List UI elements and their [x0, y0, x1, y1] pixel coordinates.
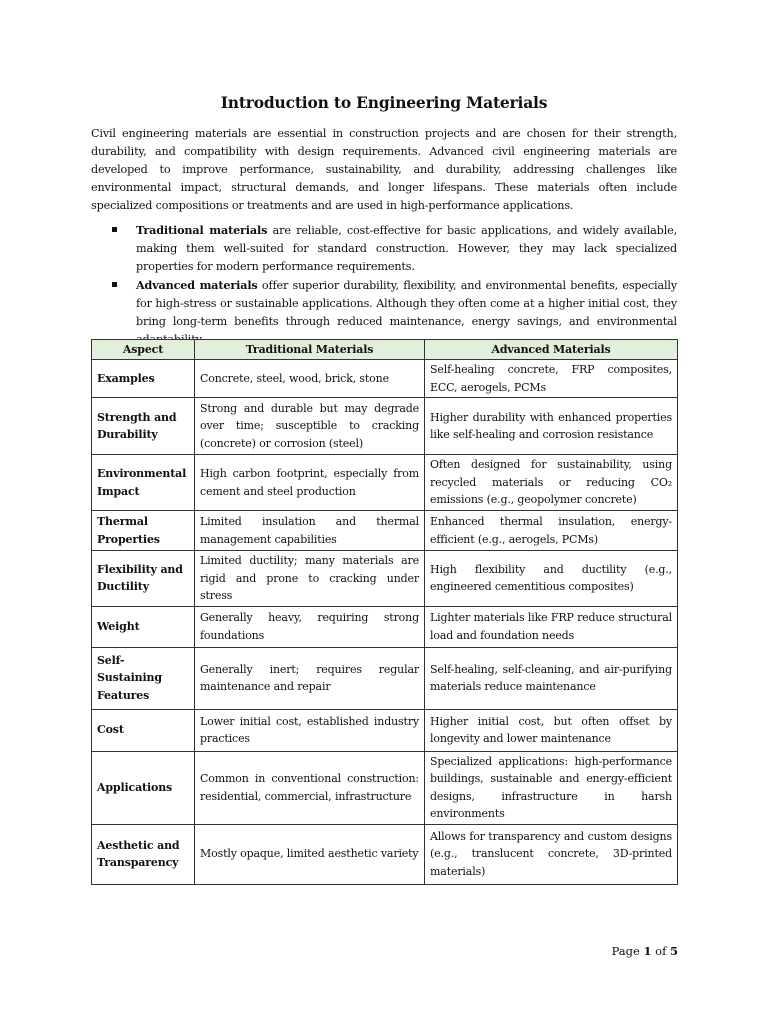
aspect-cell: Cost — [92, 709, 195, 751]
bullet-list — [91, 221, 677, 349]
table-row — [92, 824, 678, 884]
traditional-cell: Concrete, steel, wood, brick, stone — [195, 360, 425, 398]
traditional-cell: Generally heavy, requiring strong foundations — [195, 606, 425, 647]
advanced-cell: Self-healing, self-cleaning, and air-purifying materials reduce maintenance — [425, 647, 678, 709]
table-row — [92, 455, 678, 511]
traditional-cell: Common in conventional construction: residential, commercial, infrastructure — [195, 751, 425, 824]
page-number — [612, 944, 678, 958]
table-row — [92, 551, 678, 607]
traditional-cell: Limited ductility; many materials are rigid and prone to cracking under stress — [195, 551, 425, 607]
comparison-table — [91, 339, 678, 885]
aspect-cell: Self-Sustaining Features — [92, 647, 195, 709]
table-row — [92, 709, 678, 751]
advanced-cell: Specialized applications: high-performance buildings, sustainable and energy-efficient designs, infrastructure in harsh environments — [425, 751, 678, 824]
square-bullet-icon — [112, 282, 117, 287]
current-page: 1 — [643, 944, 652, 958]
aspect-cell: Applications — [92, 751, 195, 824]
bullet-text: are reliable, cost-effective for basic applications, and widely available, making them well-suited for standard construction. However, they may lack specialized properties for modern performance requirements. — [136, 224, 677, 273]
advanced-cell: Higher durability with enhanced properties like self-healing and corrosion resistance — [425, 398, 678, 455]
aspect-cell: Aesthetic and Transparency — [92, 824, 195, 884]
advanced-cell: Self-healing concrete, FRP composites, ECC, aerogels, PCMs — [425, 360, 678, 398]
table-row — [92, 511, 678, 551]
table-header-row — [92, 340, 678, 360]
advanced-cell: Enhanced thermal insulation, energy-efficient (e.g., aerogels, PCMs) — [425, 511, 678, 551]
table-row — [92, 647, 678, 709]
column-header: Advanced Materials — [425, 340, 678, 360]
bullet-term: Advanced materials — [136, 278, 258, 292]
table-row — [92, 751, 678, 824]
advanced-cell: Lighter materials like FRP reduce structural load and foundation needs — [425, 606, 678, 647]
column-header: Traditional Materials — [195, 340, 425, 360]
traditional-cell: Lower initial cost, established industry practices — [195, 709, 425, 751]
table-row — [92, 360, 678, 398]
aspect-cell: Strength and Durability — [92, 398, 195, 455]
total-pages: 5 — [669, 944, 678, 958]
bullet-item-traditional — [91, 221, 677, 276]
table-row — [92, 398, 678, 455]
aspect-cell: Examples — [92, 360, 195, 398]
advanced-cell: Allows for transparency and custom designs (e.g., translucent concrete, 3D-printed materials) — [425, 824, 678, 884]
bullet-text: offer superior durability, flexibility, and environmental benefits, especially for high-stress or sustainable applications. Although they often come at a higher initial cost, they bring long-term benefits through reduced maintenance, energy savings, and environmental — [136, 279, 677, 328]
square-bullet-icon — [112, 227, 117, 232]
intro-paragraph: Civil engineering materials are essential in construction projects and are chosen for their strength, durability, and compatibility with design requirements. Advanced civil engineering materials are developed to improve performance, sustainability, and durability, addressing challenges like environmental impact, structural demands, and longer lifespans. These materials often include specialized compositions or treatments and are used in high-performance applications. — [91, 127, 677, 212]
traditional-cell: Mostly opaque, limited aesthetic variety — [195, 824, 425, 884]
table-row — [92, 606, 678, 647]
page-label: Page — [611, 944, 640, 958]
advanced-cell: Often designed for sustainability, using recycled materials or reducing CO₂ emissions (e.g., geopolymer concrete) — [425, 455, 678, 511]
advanced-cell: Higher initial cost, but often offset by longevity and lower maintenance — [425, 709, 678, 751]
traditional-cell: High carbon footprint, especially from cement and steel production — [195, 455, 425, 511]
of-label: of — [655, 944, 667, 958]
bullet-term: Traditional materials — [136, 223, 268, 237]
traditional-cell: Generally inert; requires regular maintenance and repair — [195, 647, 425, 709]
column-header: Aspect — [92, 340, 195, 360]
aspect-cell: Flexibility and Ductility — [92, 551, 195, 607]
aspect-cell: Weight — [92, 606, 195, 647]
traditional-cell: Strong and durable but may degrade over time; susceptible to cracking (concrete) or corrosion (steel) — [195, 398, 425, 455]
aspect-cell: Environmental Impact — [92, 455, 195, 511]
traditional-cell: Limited insulation and thermal management capabilities — [195, 511, 425, 551]
advanced-cell: High flexibility and ductility (e.g., engineered cementitious composites) — [425, 551, 678, 607]
aspect-cell: Thermal Properties — [92, 511, 195, 551]
page-title: Introduction to Engineering Materials — [220, 93, 548, 112]
